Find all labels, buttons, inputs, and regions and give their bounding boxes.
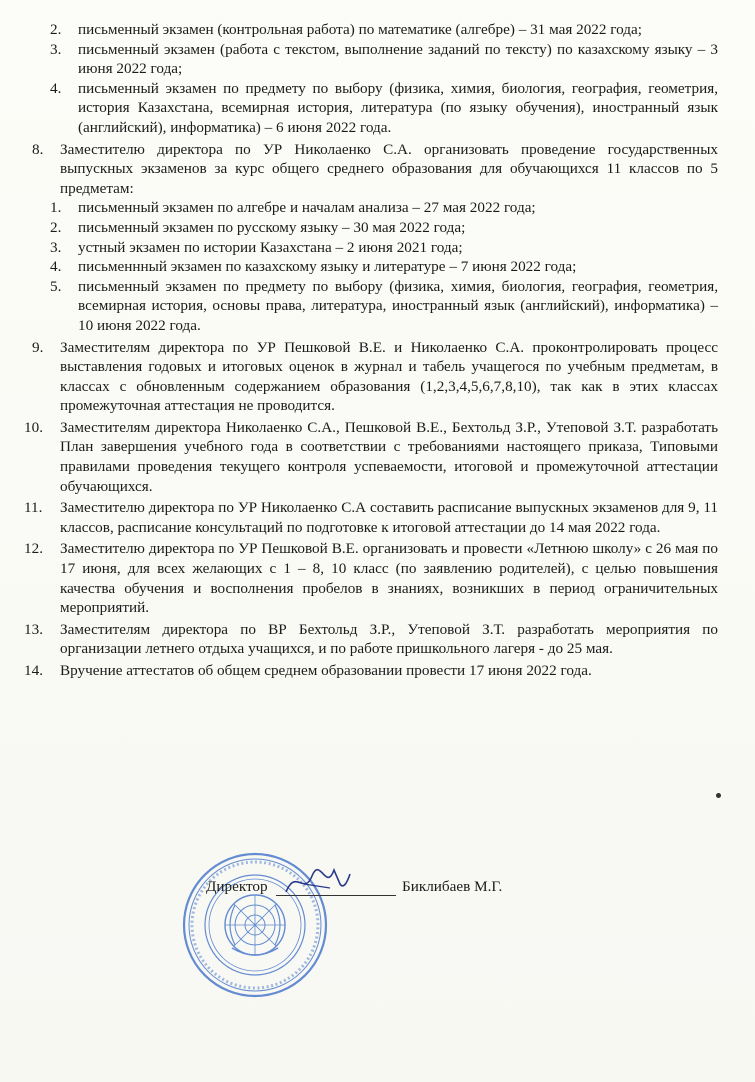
item-number: 2. — [50, 21, 62, 38]
signature-line — [276, 895, 396, 896]
sub-list-item — [28, 238, 718, 258]
numbered-item — [28, 338, 718, 416]
sub-list-item — [28, 257, 718, 277]
item-text: письменный экзамен (контрольная работа) по математике (алгебре) – 31 мая 2022 года; — [78, 21, 642, 38]
item-number: 12. — [24, 540, 43, 558]
item-text: письменный экзамен по предмету по выбору (физика, химия, биология, география, геометрия, история Казахстана, всемирная история, литература (по языку обучения), иностранный язык (английский), информатика) – 6 июня 2022 года. — [78, 79, 718, 136]
numbered-item — [24, 498, 718, 537]
item-text: письменнный экзамен по казахскому языку и литературе – 7 июня 2022 года; — [78, 258, 577, 276]
item-text: письменный экзамен по алгебре и началам анализа – 27 мая 2022 года; — [78, 199, 536, 217]
item-number: 9. — [32, 338, 44, 356]
list-item — [28, 79, 718, 138]
item-text: Заместителям директора по ВР Бехтольд З.Р., Утеповой З.Т. разработать мероприятия по организации летнего отдыха учащихся, и по работе пришкольного лагеря - до 25 мая. — [60, 620, 718, 658]
item-number: 14. — [24, 662, 43, 679]
item-number: 2. — [50, 218, 62, 236]
item-text: письменный экзамен (работа с текстом, выполнение заданий по тексту) по казахскому языку – 3 июня 2022 года; — [78, 40, 718, 78]
item-text: устный экзамен по истории Казахстана – 2 июня 2021 года; — [78, 238, 463, 256]
ink-dot — [716, 793, 721, 798]
item-text: письменный экзамен по русскому языку – 30 мая 2022 года; — [78, 218, 466, 236]
item-text: Заместителю директора по УР Пешковой В.Е. организовать и провести «Летнюю школу» с 26 мая по 17 июня, для всех желающих с 1 – 8, 10 класс (по заявлению родителей), с целью повышения качества обучения и восполнения пробелов в знаниях, возникших в период ограничительных мероприятий. — [60, 540, 718, 617]
numbered-item — [24, 539, 718, 617]
numbered-item — [24, 661, 718, 681]
sub-list-item — [28, 277, 718, 336]
sub-list-item — [28, 218, 718, 238]
list-item — [28, 40, 718, 79]
sub-list-item — [28, 198, 718, 218]
list-item — [28, 20, 718, 40]
item-text: Вручение аттестатов об общем среднем образовании провести 17 июня 2022 года. — [60, 662, 592, 679]
item-number: 10. — [24, 418, 43, 436]
item-text: Заместителю директора по УР Николаенко С.А составить расписание выпускных экзаменов для 9, 11 классов, расписание консультаций по подготовке к итоговой аттестации до 14 мая 2022 года. — [60, 499, 718, 536]
item-number: 4. — [50, 79, 62, 97]
numbered-item — [28, 140, 718, 199]
item-number: 13. — [24, 620, 43, 638]
item-text: письменный экзамен по предмету по выбору (физика, химия, биология, география, геометрия, всемирная история, основы права, литература, иностранный язык (английский), информатика) – 10 июня 2022 года. — [78, 277, 718, 334]
item-number: 3. — [50, 238, 62, 256]
document-body — [24, 20, 718, 681]
item-text: Заместителям директора Николаенко С.А., Пешковой В.Е., Бехтольд З.Р., Утеповой З.Т. разработать План завершения учебного года в соответствии с требованиями настоящего приказа, Типовыми правилами проведения текущего контроля успеваемости, итоговой и промежуточной аттестации обучающихся. — [60, 418, 718, 495]
numbered-item — [24, 620, 718, 659]
item-number: 5. — [50, 277, 62, 295]
item-number: 8. — [32, 140, 44, 158]
signatory-name: Биклибаев М.Г. — [402, 878, 503, 895]
item-number: 11. — [24, 499, 43, 517]
item-number: 1. — [50, 199, 62, 217]
signatory-title: Директор — [206, 878, 268, 895]
item-text: Заместителям директора по УР Пешковой В.Е. и Николаенко С.А. проконтролировать процесс выставления годовых и итоговых оценок в журнал и табель учащегося по учебным предметам, в классах с обновленным содержанием образования (1,2,3,4,5,6,7,8,10), так как в этих классах промежуточная аттестация не проводится. — [60, 338, 718, 415]
numbered-item — [24, 418, 718, 496]
item-number: 3. — [50, 40, 62, 58]
item-number: 4. — [50, 258, 62, 276]
item-text: Заместителю директора по УР Николаенко С.А. организовать проведение государственных выпускных экзаменов за курс общего среднего образования для обучающихся 11 классов по 5 предметам: — [60, 140, 718, 197]
signature-block — [206, 878, 566, 908]
